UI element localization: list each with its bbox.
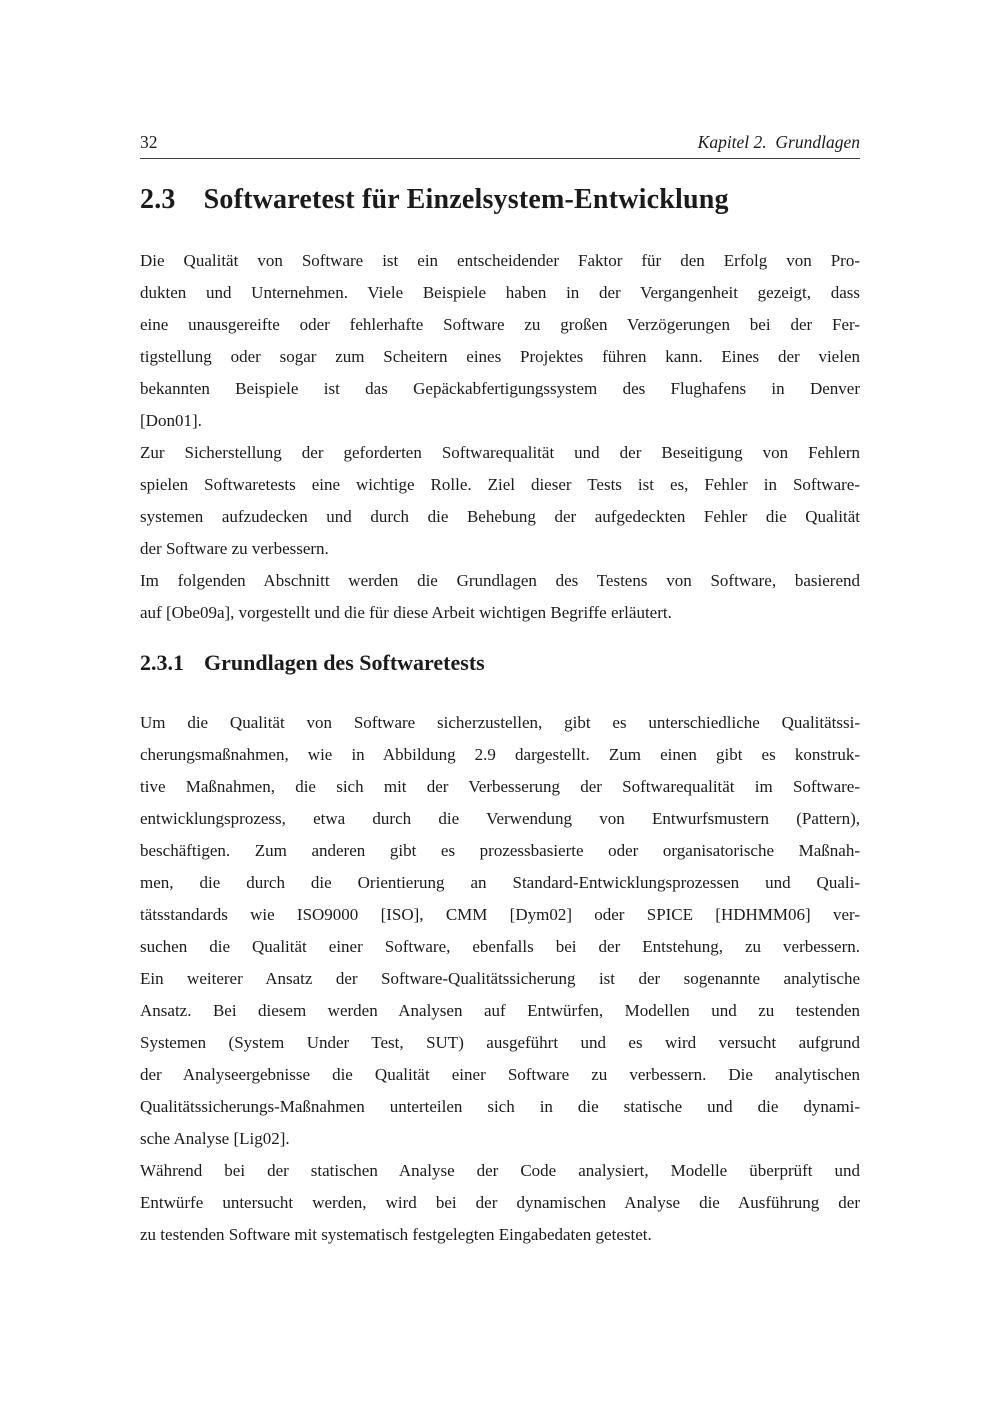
- text-line: Zur Sicherstellung der geforderten Softwarequalität und der Beseitigung von Fehlern: [140, 443, 860, 462]
- text-line: Entwürfe untersucht werden, wird bei der dynamischen Analyse die Ausführung der: [140, 1193, 860, 1212]
- heading-number: 2.3.1: [140, 650, 184, 675]
- text-line: der Software zu verbessern.: [140, 539, 329, 558]
- section-heading: [140, 184, 860, 215]
- text-line: Um die Qualität von Software sicherzustellen, gibt es unterschiedliche Qualitätssi-: [140, 713, 860, 732]
- text-line: dukten und Unternehmen. Viele Beispiele haben in der Vergangenheit gezeigt, dass: [140, 283, 860, 302]
- text-line: Die Qualität von Software ist ein entscheidender Faktor für den Erfolg von Pro-: [140, 251, 860, 270]
- text-line: der Analyseergebnisse die Qualität einer Software zu verbessern. Die analytischen: [140, 1065, 860, 1084]
- text-line: Während bei der statischen Analyse der Code analysiert, Modelle überprüft und: [140, 1161, 860, 1180]
- text-line: auf [Obe09a], vorgestellt und die für diese Arbeit wichtigen Begriffe erläutert.: [140, 603, 672, 622]
- text-line: beschäftigen. Zum anderen gibt es prozessbasierte oder organisatorische Maßnah-: [140, 841, 860, 860]
- running-header: [140, 131, 860, 159]
- paragraph: [140, 437, 860, 565]
- text-line: entwicklungsprozess, etwa durch die Verwendung von Entwurfsmustern (Pattern),: [140, 809, 860, 828]
- text-line: Ein weiterer Ansatz der Software-Qualitätssicherung ist der sogenannte analytische: [140, 969, 860, 988]
- text-line: bekannten Beispiele ist das Gepäckabfertigungssystem des Flughafens in Denver: [140, 379, 860, 398]
- text-line: men, die durch die Orientierung an Standard-Entwicklungsprozessen und Quali-: [140, 873, 860, 892]
- text-line: [Don01].: [140, 411, 202, 430]
- paragraph: [140, 565, 860, 629]
- text-line: suchen die Qualität einer Software, ebenfalls bei der Entstehung, zu verbessern.: [140, 937, 860, 956]
- text-line: sche Analyse [Lig02].: [140, 1129, 290, 1148]
- text-line: Ansatz. Bei diesem werden Analysen auf Entwürfen, Modellen und zu testenden: [140, 1001, 860, 1020]
- text-line: systemen aufzudecken und durch die Behebung der aufgedeckten Fehler die Qualität: [140, 507, 860, 526]
- text-line: zu testenden Software mit systematisch festgelegten Eingabedaten getestet.: [140, 1225, 652, 1244]
- paragraph: [140, 245, 860, 437]
- page-body: [140, 184, 860, 1251]
- text-line: Im folgenden Abschnitt werden die Grundlagen des Testens von Software, basierend: [140, 571, 860, 590]
- heading-title: Softwaretest für Einzelsystem-Entwicklung: [203, 184, 729, 215]
- text-line: eine unausgereifte oder fehlerhafte Software zu großen Verzögerungen bei der Fer-: [140, 315, 860, 334]
- text-line: tive Maßnahmen, die sich mit der Verbesserung der Softwarequalität im Software-: [140, 777, 860, 796]
- heading-number: 2.3: [140, 184, 176, 215]
- text-line: Qualitätssicherungs-Maßnahmen unterteilen sich in die statische und die dynami-: [140, 1097, 860, 1116]
- heading-title: Grundlagen des Softwaretests: [204, 650, 485, 675]
- text-line: Systemen (System Under Test, SUT) ausgeführt und es wird versucht aufgrund: [140, 1033, 860, 1052]
- text-line: spielen Softwaretests eine wichtige Rolle. Ziel dieser Tests ist es, Fehler in Software-: [140, 475, 860, 494]
- text-line: cherungsmaßnahmen, wie in Abbildung 2.9 dargestellt. Zum einen gibt es konstruk-: [140, 745, 860, 764]
- text-line: tätsstandards wie ISO9000 [ISO], CMM [Dym02] oder SPICE [HDHMM06] ver-: [140, 905, 860, 924]
- running-chapter-title: Kapitel 2. Grundlagen: [697, 132, 860, 152]
- paragraph: [140, 707, 860, 1155]
- subsection-heading: [140, 650, 860, 676]
- text-line: tigstellung oder sogar zum Scheitern eines Projektes führen kann. Eines der vielen: [140, 347, 860, 366]
- paragraph: [140, 1155, 860, 1251]
- page-number: 32: [140, 132, 158, 152]
